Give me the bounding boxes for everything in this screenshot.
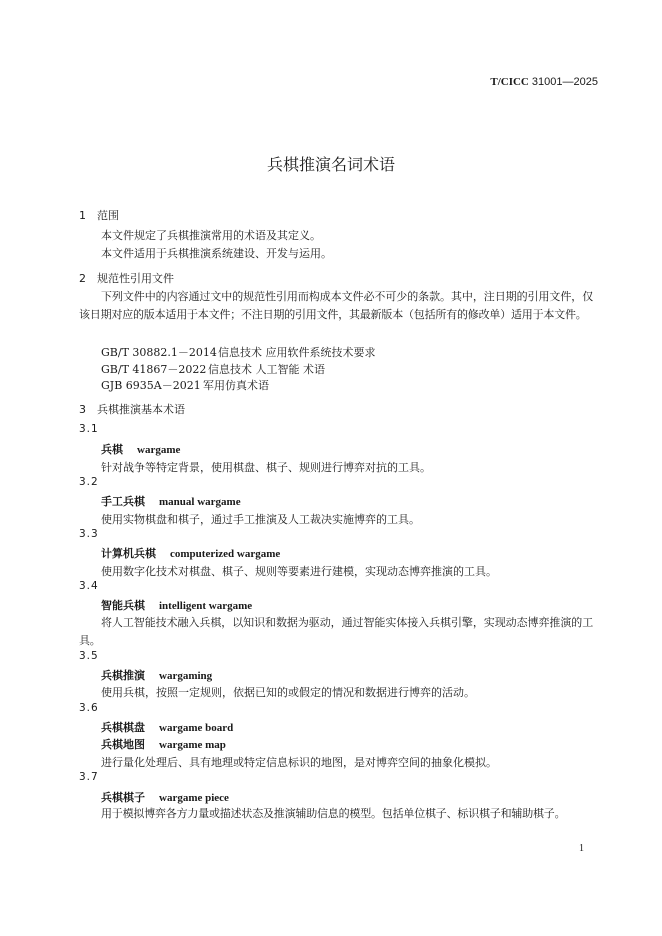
- term-heading: 兵棋棋子 wargame piece: [101, 791, 229, 804]
- term-heading: 计算机兵棋 computerized wargame: [101, 547, 281, 560]
- reference-item: GB/T 30882.1－2014信息技术 应用软件系统技术要求: [101, 346, 376, 359]
- term-definition: 使用数字化技术对棋盘、棋子、规则等要素进行建模，实现动态博弈推演的工具。: [101, 565, 497, 578]
- term-number: 3.2: [79, 476, 99, 488]
- term-heading-alt: 兵棋地图 wargame map: [101, 738, 226, 751]
- document-code: T/CICC 31001—2025: [490, 76, 598, 88]
- term-heading: 智能兵棋 intelligent wargame: [101, 599, 253, 612]
- reference-item: GB/T 41867－2022 信息技术 人工智能 术语: [101, 363, 325, 376]
- scope-line-2: 本文件适用于兵棋推演系统建设、开发与运用。: [101, 247, 332, 260]
- page-number: 1: [579, 843, 584, 854]
- section-1-heading: 1 范围: [79, 209, 119, 222]
- section-2-heading: 2 规范性引用文件: [79, 272, 174, 285]
- term-heading: 兵棋棋盘 wargame board: [101, 721, 234, 734]
- term-heading: 手工兵棋 manual wargame: [101, 495, 241, 508]
- term-number: 3.4: [79, 580, 99, 592]
- term-definition: 用于模拟博弈各方力量或描述状态及推演辅助信息的模型。包括单位棋子、标识棋子和辅助棋子。: [101, 807, 566, 820]
- term-number: 3.7: [79, 771, 99, 783]
- term-heading: 兵棋 wargame: [101, 443, 181, 456]
- term-definition: 进行量化处理后、具有地理或特定信息标识的地图，是对博弈空间的抽象化模拟。: [101, 756, 497, 769]
- term-definition: 使用实物棋盘和棋子，通过手工推演及人工裁决实施博弈的工具。: [101, 513, 420, 526]
- term-definition: 针对战争等特定背景，使用棋盘、棋子、规则进行博弈对抗的工具。: [101, 461, 431, 474]
- term-number: 3.1: [79, 423, 99, 435]
- term-number: 3.6: [79, 702, 99, 714]
- term-heading: 兵棋推演 wargaming: [101, 669, 213, 682]
- term-definition: 将人工智能技术融入兵棋，以知识和数据为驱动，通过智能实体接入兵棋引擎，实现动态博弈推演的工具。: [79, 616, 593, 647]
- reference-item: GJB 6935A－2021 军用仿真术语: [101, 379, 269, 392]
- section-3-heading: 3 兵棋推演基本术语: [79, 403, 185, 416]
- term-number: 3.5: [79, 650, 99, 662]
- scope-line-1: 本文件规定了兵棋推演常用的术语及其定义。: [101, 229, 321, 242]
- term-definition: 使用兵棋，按照一定规则，依据已知的或假定的情况和数据进行博弈的活动。: [101, 686, 475, 699]
- normative-intro: 下列文件中的内容通过文中的规范性引用而构成本文件必不可少的条款。其中，注日期的引用文件，仅该日期对应的版本适用于本文件；不注日期的引用文件，其最新版本（包括所有的修改单）适用于本文件。: [79, 290, 593, 321]
- page-title: 兵棋推演名词术语: [266, 155, 395, 174]
- term-number: 3.3: [79, 528, 99, 540]
